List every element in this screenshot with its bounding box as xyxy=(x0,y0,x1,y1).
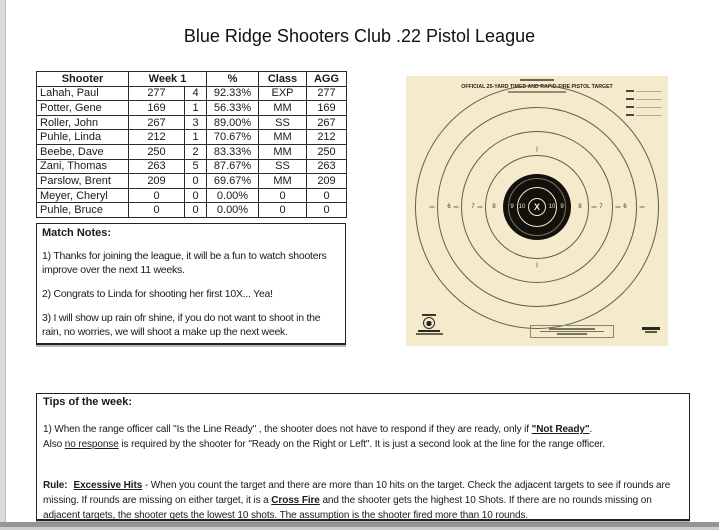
cell-shooter: Puhle, Linda xyxy=(37,130,129,145)
vertical-tick xyxy=(537,147,538,152)
cell-score: 169 xyxy=(129,101,185,116)
ring-tick xyxy=(592,207,597,208)
col-header-week1: Week 1 xyxy=(129,72,207,87)
cell-shooter: Zani, Thomas xyxy=(37,159,129,174)
cell-percent: 87.67% xyxy=(207,159,259,174)
ring-tick xyxy=(454,207,459,208)
cell-agg: 277 xyxy=(307,86,347,101)
cell-percent: 0.00% xyxy=(207,188,259,203)
page-title: Blue Ridge Shooters Club .22 Pistol League xyxy=(183,26,536,46)
cell-score: 277 xyxy=(129,86,185,101)
ring-tick xyxy=(478,207,483,208)
match-note-2: 2) Congrats to Linda for shooting her first 10X... Yea! xyxy=(42,288,273,300)
tip-1-emphasis: "Not Ready" xyxy=(531,424,590,435)
ring-number-7: 7 xyxy=(471,204,475,210)
cell-shooter: Lahah, Paul xyxy=(37,86,129,101)
signature-line xyxy=(626,100,662,108)
cell-xcount: 1 xyxy=(185,130,207,145)
cell-class: 0 xyxy=(259,188,307,203)
tips-title: Tips of the week: xyxy=(43,396,133,408)
cell-percent: 0.00% xyxy=(207,203,259,218)
cell-percent: 70.67% xyxy=(207,130,259,145)
table-row xyxy=(37,144,347,159)
target-microtext-top xyxy=(520,79,554,81)
cell-class: MM xyxy=(259,174,307,189)
tip-2-tail: is required by the shooter for "Ready on the Right or Left". It is just a second look at the line for the range officer. xyxy=(118,439,605,450)
table-row xyxy=(37,86,347,101)
cell-agg: 0 xyxy=(307,203,347,218)
cell-score: 250 xyxy=(129,144,185,159)
table-row xyxy=(37,130,347,145)
ring-tick xyxy=(640,207,645,208)
page-left-edge xyxy=(0,0,6,530)
rule-emphasis-1: Excessive Hits xyxy=(73,480,143,491)
cell-xcount: 1 xyxy=(185,101,207,116)
tip-2 xyxy=(43,437,683,452)
cell-class: MM xyxy=(259,101,307,116)
cell-agg: 267 xyxy=(307,115,347,130)
ring-tick xyxy=(430,207,435,208)
cell-percent: 89.00% xyxy=(207,115,259,130)
cell-class: EXP xyxy=(259,86,307,101)
target-title: OFFICIAL 25-YARD TIMED AND RAPID-FIRE PISTOL TARGET xyxy=(461,83,613,90)
cell-agg: 209 xyxy=(307,174,347,189)
match-notes-title: Match Notes: xyxy=(42,227,112,239)
ring-number-8: 8 xyxy=(492,204,496,210)
table-row xyxy=(37,159,347,174)
table-row xyxy=(37,174,347,189)
cell-xcount: 3 xyxy=(185,115,207,130)
col-header-agg: AGG xyxy=(307,72,347,87)
cell-class: SS xyxy=(259,115,307,130)
cell-percent: 56.33% xyxy=(207,101,259,116)
pistol-target-image xyxy=(406,76,668,346)
cell-agg: 169 xyxy=(307,101,347,116)
score-table xyxy=(36,71,347,218)
cell-class: MM xyxy=(259,130,307,145)
table-header-row xyxy=(37,72,347,87)
cell-xcount: 0 xyxy=(185,174,207,189)
cell-agg: 263 xyxy=(307,159,347,174)
rule-emphasis-2: Cross Fire xyxy=(271,495,320,506)
cell-percent: 83.33% xyxy=(207,144,259,159)
tip-1 xyxy=(43,422,683,437)
x-ring-label: X xyxy=(533,201,541,212)
ring-number-10: 10 xyxy=(518,204,526,210)
cell-score: 212 xyxy=(129,130,185,145)
cell-class: SS xyxy=(259,159,307,174)
match-notes-box xyxy=(36,223,346,345)
table-row xyxy=(37,188,347,203)
cell-score: 0 xyxy=(129,203,185,218)
tip-2-lead: Also xyxy=(43,439,65,450)
ring-number-8: 8 xyxy=(578,204,582,210)
cell-shooter: Meyer, Cheryl xyxy=(37,188,129,203)
nra-logo xyxy=(414,314,444,335)
cell-xcount: 4 xyxy=(185,86,207,101)
tips-box xyxy=(36,393,690,521)
cell-xcount: 0 xyxy=(185,203,207,218)
rule-label: Rule: xyxy=(43,480,68,491)
tip-2-emphasis: no response xyxy=(64,439,119,450)
col-header-percent: % xyxy=(207,72,259,87)
target-signature-lines xyxy=(626,84,662,116)
target-model-number xyxy=(642,327,660,333)
match-note-3: 3) I will show up rain ofr shine, if you do not want to shoot in the rain, no worries, we will shoot a make up the next week. xyxy=(42,312,321,338)
signature-line xyxy=(626,108,662,116)
ring-number-6: 6 xyxy=(623,204,627,210)
rule-text-1: - When you count the target and there are more than 10 hits on the target. Check the adjacent targets to see if rounds are missing. If rounds are missing on either target, it is a xyxy=(43,480,671,506)
col-header-shooter: Shooter xyxy=(37,72,129,87)
ring-number-9: 9 xyxy=(510,204,514,210)
vertical-tick xyxy=(537,263,538,268)
ring-number-7: 7 xyxy=(599,204,603,210)
col-header-class: Class xyxy=(259,72,307,87)
cell-shooter: Beebe, Dave xyxy=(37,144,129,159)
cell-shooter: Parslow, Brent xyxy=(37,174,129,189)
cell-shooter: Puhle, Bruce xyxy=(37,203,129,218)
rule-paragraph xyxy=(43,478,683,523)
cell-class: MM xyxy=(259,144,307,159)
signature-line xyxy=(626,84,662,92)
match-note-1: 1) Thanks for joining the league, it will be a fun to watch shooters improve over the next 11 weeks. xyxy=(42,250,327,276)
cell-agg: 250 xyxy=(307,144,347,159)
nra-seal-icon xyxy=(423,317,435,329)
cell-score: 0 xyxy=(129,188,185,203)
cell-percent: 92.33% xyxy=(207,86,259,101)
cell-xcount: 5 xyxy=(185,159,207,174)
table-row xyxy=(37,203,347,218)
ring-number-9: 9 xyxy=(560,204,564,210)
table-row xyxy=(37,101,347,116)
cell-xcount: 0 xyxy=(185,188,207,203)
ring-number-10: 10 xyxy=(548,204,556,210)
target-footer-box xyxy=(530,325,614,338)
cell-percent: 69.67% xyxy=(207,174,259,189)
table-row xyxy=(37,115,347,130)
cell-agg: 212 xyxy=(307,130,347,145)
cell-score: 263 xyxy=(129,159,185,174)
ring-tick xyxy=(616,207,621,208)
cell-class: 0 xyxy=(259,203,307,218)
cell-shooter: Roller, John xyxy=(37,115,129,130)
tip-1-lead: 1) When the range officer call "Is the Line Ready" , the shooter does not have to respond if they are ready, only if xyxy=(43,424,532,435)
cell-xcount: 2 xyxy=(185,144,207,159)
rule-text-2: and the shooter gets the highest 10 Shots. If there are no rounds missing on adjacent targets, the shooter gets the lowest 10 shots. The assumption is the shooter fired more than 10 rounds. xyxy=(43,495,652,521)
signature-line xyxy=(626,92,662,100)
cell-score: 209 xyxy=(129,174,185,189)
cell-score: 267 xyxy=(129,115,185,130)
cell-agg: 0 xyxy=(307,188,347,203)
ring-number-6: 6 xyxy=(447,204,451,210)
cell-shooter: Potter, Gene xyxy=(37,101,129,116)
tip-1-tail: . xyxy=(589,424,593,435)
